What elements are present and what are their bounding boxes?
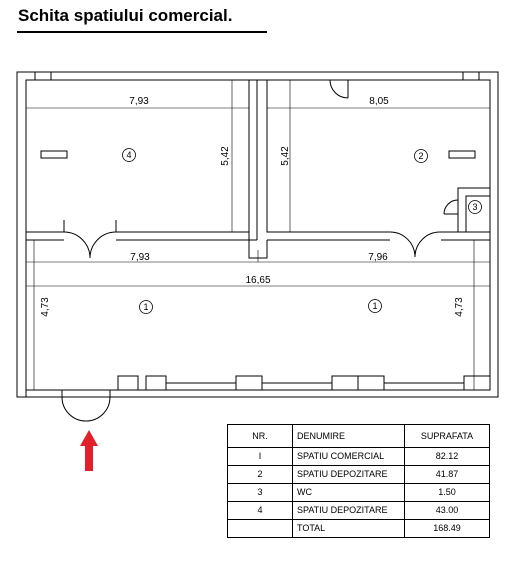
- dim-hall-height-left: 4,73: [40, 297, 51, 317]
- legend-header-area: SUPRAFATA: [405, 425, 490, 448]
- dim-total-width: 16,65: [245, 275, 271, 286]
- dim-hall-left-width: 7,93: [130, 252, 150, 263]
- area-legend-table: [227, 424, 490, 538]
- page-title: Schita spatiului comercial.: [18, 6, 233, 25]
- bottom-windows: [26, 376, 490, 397]
- table-row: 2 SPATIU DEPOZITARE 41.87: [228, 466, 490, 484]
- room-3-number: 3: [472, 202, 478, 212]
- table-row: I SPATIU COMERCIAL 82.12: [228, 448, 490, 466]
- dim-room2-height: 5,42: [280, 146, 291, 166]
- legend-header-name: DENUMIRE: [293, 425, 405, 448]
- room-2-number: 2: [418, 151, 424, 161]
- legend-header-row: [228, 425, 490, 448]
- table-row-total: TOTAL 168.49: [228, 520, 490, 538]
- room-1a-number: 1: [143, 302, 149, 312]
- legend-header-nr: NR.: [228, 425, 293, 448]
- dim-room4-width: 7,93: [129, 96, 149, 107]
- dim-room2-width: 8,05: [369, 96, 389, 107]
- dimension-lines: [26, 80, 490, 390]
- room-markers: [123, 149, 482, 314]
- dim-hall-right-width: 7,96: [368, 252, 388, 263]
- interior-walls: [26, 80, 490, 258]
- table-row: 3 WC 1.50: [228, 484, 490, 502]
- dim-hall-height-right: 4,73: [454, 297, 465, 317]
- table-row: 4 SPATIU DEPOZITARE 43.00: [228, 502, 490, 520]
- entrance-arrow-icon: [80, 430, 98, 471]
- room-4-number: 4: [126, 150, 132, 160]
- dim-room4-height: 5,42: [220, 146, 231, 166]
- room-1b-number: 1: [372, 301, 378, 311]
- doors: [62, 80, 458, 421]
- room-fixtures: [41, 151, 475, 158]
- top-windows: [35, 72, 479, 80]
